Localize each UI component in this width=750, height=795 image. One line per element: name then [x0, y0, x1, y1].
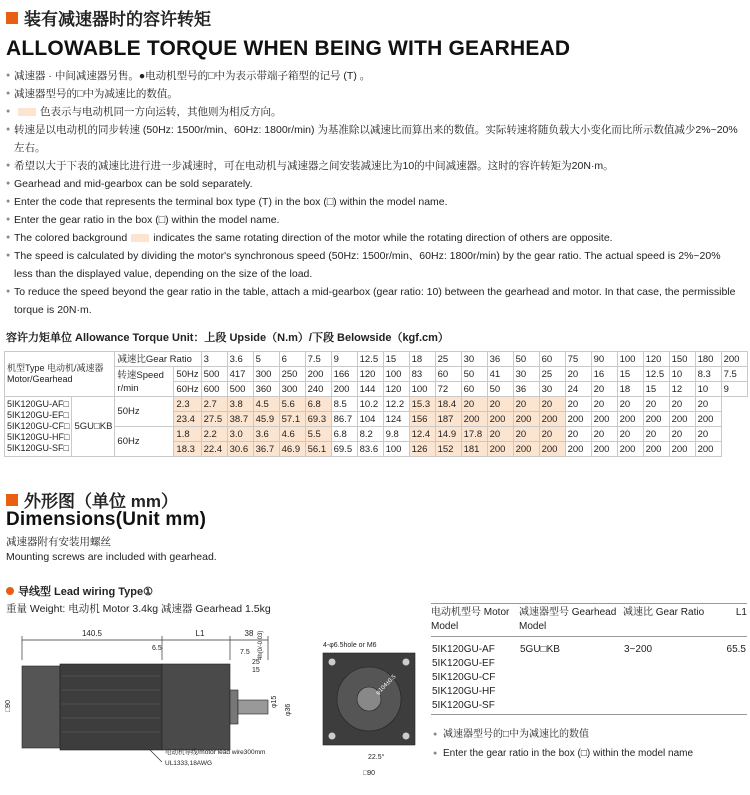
torque-cell: 200 [669, 442, 695, 457]
dim-25: 25 [252, 659, 260, 666]
lead-type-label: 导线型 Lead wiring Type① [6, 583, 153, 599]
speed60-cell: 600 [201, 382, 227, 397]
torque-cell: 3.0 [227, 427, 253, 442]
torque-cell: 20 [617, 397, 643, 412]
torque-cell: 56.1 [305, 442, 331, 457]
torque-cell: 20 [513, 427, 539, 442]
output-shaft [238, 700, 268, 714]
section-torque-heading [6, 5, 211, 30]
torque-cell: 20 [617, 427, 643, 442]
speed50-cell: 41 [487, 367, 513, 382]
torque-cell: 200 [669, 412, 695, 427]
speed60-cell: 300 [279, 382, 305, 397]
torque-cell: 2.7 [201, 397, 227, 412]
ratio-header-cell: 7.5 [305, 352, 331, 367]
table-title: 容许力矩单位 Allowance Torque Unit：上段 Upside（N.m）/下段 Belowside（kgf.cm） [6, 332, 449, 344]
torque-cell: 20 [487, 427, 513, 442]
torque-cell: 20 [539, 397, 565, 412]
torque-cell: 30.6 [227, 442, 253, 457]
ratio-header-cell: 15 [383, 352, 409, 367]
speed60-cell: 120 [383, 382, 409, 397]
col-l1: L1 [723, 604, 747, 637]
angle-label: 22.5° [368, 754, 385, 761]
gearhead-body [162, 664, 230, 750]
ratio-header-cell: 100 [617, 352, 643, 367]
torque-cell: 20 [591, 427, 617, 442]
torque-cell: 20 [695, 397, 721, 412]
torque-cell: 3.8 [227, 397, 253, 412]
orange-dot-icon [6, 587, 14, 595]
highlight-swatch [131, 234, 149, 242]
torque-cell: 200 [695, 412, 721, 427]
speed50-cell: 120 [357, 367, 383, 382]
torque-cell: 181 [461, 442, 487, 457]
dim-15: 15 [252, 667, 260, 674]
speed50-cell: 250 [279, 367, 305, 382]
torque-cell: 1.8 [174, 427, 201, 442]
ratio-header-cell: 25 [435, 352, 461, 367]
torque-cell: 200 [513, 412, 539, 427]
speed60-cell: 36 [513, 382, 539, 397]
dim-36: φ36 [285, 703, 292, 716]
speed50-cell: 417 [227, 367, 253, 382]
gear-ratio-range: 3~200 [623, 637, 723, 715]
speed50-cell: 30 [513, 367, 539, 382]
torque-cell: 187 [435, 412, 461, 427]
dim-l1: L1 [195, 629, 205, 638]
model-spec-table [431, 603, 747, 715]
speed50-cell: 16 [591, 367, 617, 382]
torque-cell: 20 [591, 397, 617, 412]
footer-note-en: ● Enter the gear ratio in the box (□) within the model name [433, 744, 693, 763]
torque-cell: 5.5 [305, 427, 331, 442]
torque-cell: 69.5 [331, 442, 357, 457]
l1-value: 65.5 [723, 637, 747, 715]
gearhead-boss [230, 690, 238, 724]
torque-cell: 20 [643, 427, 669, 442]
note-en-2: ● Enter the code that represents the terminal box type (T) in the box (□) within the model name. [6, 193, 742, 211]
torque-cell: 200 [643, 412, 669, 427]
note-en-1: ● Gearhead and mid-gearbox can be sold separately. [6, 175, 742, 193]
torque-cell: 200 [565, 412, 591, 427]
front-view-drawing [318, 635, 428, 785]
table-row [5, 427, 748, 442]
hz50-cell: 50Hz [174, 367, 201, 382]
torque-cell: 36.7 [253, 442, 279, 457]
torque-cell: 6.8 [305, 397, 331, 412]
ul-label: UL1333,18AWG [165, 760, 213, 767]
torque-table [4, 351, 748, 457]
speed60-cell: 18 [617, 382, 643, 397]
torque-cell: 3.6 [253, 427, 279, 442]
lead-label: 电动机导线/motor lead wire300mm [165, 749, 266, 756]
speed50-cell: 8.3 [695, 367, 721, 382]
speed60-cell: 15 [643, 382, 669, 397]
torque-cell: 100 [383, 442, 409, 457]
torque-cell: 4.5 [253, 397, 279, 412]
title-cn: 装有减速器时的容许转矩 [24, 10, 211, 29]
torque-cell: 156 [409, 412, 435, 427]
weight-text: 重量 Weight: 电动机 Motor 3.4kg 减速器 Gearhead 1.5kg [6, 603, 271, 615]
ratio-header-cell: 200 [721, 352, 747, 367]
torque-cell: 20 [487, 397, 513, 412]
ratio-header-cell: 3 [201, 352, 227, 367]
hz60-cell: 60Hz [115, 427, 174, 457]
col-gear-ratio: 减速比 Gear Ratio [623, 604, 723, 637]
torque-cell: 46.9 [279, 442, 305, 457]
ratio-header-cell: 180 [695, 352, 721, 367]
motor-model-list: 5IK120GU-AF 5IK120GU-EF 5IK120GU-CF 5IK120GU-HF 5IK120GU-SF [431, 637, 519, 715]
hz50-cell: 50Hz [115, 397, 174, 427]
ratio-header-cell: 3.6 [227, 352, 253, 367]
dim-sub-cn: 减速器附有安装用螺丝 [6, 536, 111, 548]
table-row [5, 397, 748, 412]
torque-cell: 200 [487, 442, 513, 457]
ratio-header-cell: 75 [565, 352, 591, 367]
torque-cell: 104 [357, 412, 383, 427]
torque-cell: 152 [435, 442, 461, 457]
dim-38: 38 [244, 629, 254, 638]
speed50-cell: 500 [201, 367, 227, 382]
dim-140-5: 140.5 [81, 629, 103, 638]
ratio-header-cell: 36 [487, 352, 513, 367]
speed50-cell: 200 [305, 367, 331, 382]
hole-label: 4-φ6.5hole or M6 [323, 642, 377, 649]
gear-ratio-label: 减速比Gear Ratio [115, 352, 201, 367]
speed50-cell: 166 [331, 367, 357, 382]
speed50-cell: 300 [253, 367, 279, 382]
note-cn-5: ● 希望以大于下表的减速比进行进一步减速时，可在电动机与减速器之间安装减速比为10的中间减速器。这时的容许转矩为20N·m。 [6, 157, 742, 175]
dim-title-en: Dimensions(Unit mm) [6, 509, 207, 530]
orange-square-icon [6, 494, 18, 506]
pcd-label: φ104±0.5 [375, 674, 398, 697]
torque-cell: 200 [695, 442, 721, 457]
dim-6-5: 6.5 [152, 645, 162, 652]
table-row [5, 367, 748, 382]
torque-cell: 69.3 [305, 412, 331, 427]
torque-cell: 200 [565, 442, 591, 457]
torque-cell: 20 [513, 397, 539, 412]
speed60-cell: 20 [591, 382, 617, 397]
torque-cell: 45.9 [253, 412, 279, 427]
speed60-cell: 72 [435, 382, 461, 397]
gearhead-cell: 5GU□KB [72, 397, 115, 457]
torque-cell: 57.1 [279, 412, 305, 427]
col-motor-model: 电动机型号 Motor Model [431, 604, 519, 637]
speed50-cell: 100 [383, 367, 409, 382]
speed60-cell: 10 [695, 382, 721, 397]
torque-cell: 38.7 [227, 412, 253, 427]
torque-cell: 12.4 [409, 427, 435, 442]
torque-cell: 200 [513, 442, 539, 457]
torque-cell: 10.2 [357, 397, 383, 412]
gearhead-model: 5GU□KB [519, 637, 623, 715]
note-cn-2: ● 减速器型号的□中为减速比的数值。 [6, 85, 742, 103]
torque-cell: 200 [461, 412, 487, 427]
note-en-4: ● The colored background indicates the same rotating direction of the motor while the rotating direction of others are opposite. [6, 229, 742, 247]
title-en: ALLOWABLE TORQUE WHEN BEING WITH GEARHEAD [6, 37, 571, 60]
torque-cell: 8.5 [331, 397, 357, 412]
torque-cell: 18.4 [435, 397, 461, 412]
motor-endcap [22, 666, 60, 748]
ratio-header-cell: 18 [409, 352, 435, 367]
speed60-cell: 60 [461, 382, 487, 397]
speed50-cell: 20 [565, 367, 591, 382]
ratio-header-cell: 9 [331, 352, 357, 367]
torque-cell: 126 [409, 442, 435, 457]
torque-cell: 20 [643, 397, 669, 412]
speed60-cell: 360 [253, 382, 279, 397]
ratio-header-cell: 120 [643, 352, 669, 367]
torque-cell: 20 [461, 397, 487, 412]
note-cn-4: ● 转速是以电动机的同步转速 (50Hz: 1500r/min、60Hz: 1800r/min) 为基准除以减速比而算出来的数值。实际转速将随负载大小变化而比所示数值减少2%~20%左右。 [6, 121, 742, 157]
orange-square-icon [6, 12, 18, 24]
speed50-cell: 15 [617, 367, 643, 382]
torque-cell: 124 [383, 412, 409, 427]
torque-cell: 17.8 [461, 427, 487, 442]
col-gearhead-model: 减速器型号 Gearhead Model [519, 604, 623, 637]
speed50-cell: 25 [539, 367, 565, 382]
torque-cell: 23.4 [174, 412, 201, 427]
torque-cell: 8.2 [357, 427, 383, 442]
torque-cell: 200 [617, 412, 643, 427]
side-view-drawing [0, 620, 300, 770]
speed50-cell: 83 [409, 367, 435, 382]
torque-cell: 200 [591, 412, 617, 427]
torque-cell: 200 [591, 442, 617, 457]
note-en-6: ● To reduce the speed beyond the gear ratio in the table, attach a mid-gearbox (gear ratio: 10) between the gearhead and motor. In that case, the permissible torque is 20N·m. [6, 283, 742, 319]
speed50-cell: 50 [461, 367, 487, 382]
torque-cell: 9.8 [383, 427, 409, 442]
ratio-header-cell: 150 [669, 352, 695, 367]
dim-7-5: 7.5 [240, 649, 250, 656]
ratio-header-cell: 30 [461, 352, 487, 367]
speed60-cell: 240 [305, 382, 331, 397]
speed60-cell: 200 [331, 382, 357, 397]
footer-notes [433, 725, 693, 763]
speed60-cell: 500 [227, 382, 253, 397]
speed50-cell: 60 [435, 367, 461, 382]
speed50-cell: 7.5 [721, 367, 747, 382]
motor-models-cell: 5IK120GU-AF□ 5IK120GU-EF□ 5IK120GU-CF□ 5IK120GU-HF□ 5IK120GU-SF□ [5, 397, 72, 457]
speed60-cell: 144 [357, 382, 383, 397]
torque-cell: 20 [669, 427, 695, 442]
torque-cell: 22.4 [201, 442, 227, 457]
speed60-cell: 12 [669, 382, 695, 397]
footer-note-cn: ● 减速器型号的□中为减速比的数值 [433, 725, 693, 744]
speed60-cell: 100 [409, 382, 435, 397]
note-cn-1: ● 减速器 · 中间减速器另售。●电动机型号的□中为表示带端子箱型的记号 (T) 。 [6, 67, 742, 85]
highlight-swatch [18, 108, 36, 116]
torque-cell: 200 [617, 442, 643, 457]
note-en-3: ● Enter the gear ratio in the box (□) within the model name. [6, 211, 742, 229]
torque-cell: 2.2 [201, 427, 227, 442]
torque-cell: 200 [643, 442, 669, 457]
torque-cell: 86.7 [331, 412, 357, 427]
torque-cell: 200 [487, 412, 513, 427]
ratio-header-cell: 60 [539, 352, 565, 367]
ratio-header-cell: 5 [253, 352, 279, 367]
speed50-cell: 10 [669, 367, 695, 382]
torque-cell: 20 [669, 397, 695, 412]
dim-90-side: □90 [5, 699, 12, 712]
speed60-cell: 30 [539, 382, 565, 397]
torque-cell: 20 [565, 397, 591, 412]
torque-cell: 14.9 [435, 427, 461, 442]
ratio-header-cell: 6 [279, 352, 305, 367]
speed60-cell: 24 [565, 382, 591, 397]
dim-sub-en: Mounting screws are included with gearhead. [6, 551, 217, 563]
dim-90-bottom: □90 [363, 770, 376, 777]
torque-cell: 12.2 [383, 397, 409, 412]
dim-shaft: φ15 [271, 695, 278, 708]
table-row [5, 352, 748, 367]
torque-cell: 20 [695, 427, 721, 442]
torque-cell: 4.6 [279, 427, 305, 442]
motor-body [60, 664, 162, 750]
torque-cell: 20 [565, 427, 591, 442]
ratio-header-cell: 12.5 [357, 352, 383, 367]
torque-cell: 200 [539, 442, 565, 457]
torque-cell: 15.3 [409, 397, 435, 412]
header-model-cell: 机型Type 电动机/减速器 Motor/Gearhead [5, 352, 115, 397]
speed60-cell: 9 [721, 382, 747, 397]
ratio-header-cell: 90 [591, 352, 617, 367]
torque-cell: 27.5 [201, 412, 227, 427]
hz60-cell: 60Hz [174, 382, 201, 397]
dim-key: 4h(0/-0.03) [258, 630, 264, 660]
dim-title-cn: 外形图（单位 mm） [24, 492, 178, 511]
note-cn-3: ● 色表示与电动机同一方向运转，其他则为相反方向。 [6, 103, 742, 121]
torque-cell: 2.3 [174, 397, 201, 412]
torque-cell: 5.6 [279, 397, 305, 412]
torque-cell: 83.6 [357, 442, 383, 457]
speed50-cell: 12.5 [643, 367, 669, 382]
speed-label-cell: 转速Speed r/min [115, 367, 174, 397]
notes-list [6, 67, 742, 319]
speed60-cell: 50 [487, 382, 513, 397]
ratio-header-cell: 50 [513, 352, 539, 367]
torque-cell: 200 [539, 412, 565, 427]
torque-cell: 20 [539, 427, 565, 442]
torque-cell: 18.3 [174, 442, 201, 457]
torque-cell: 6.8 [331, 427, 357, 442]
note-en-5: ● The speed is calculated by dividing the motor's synchronous speed (50Hz: 1500r/min、60Hz: 1800r/min) by the gear ratio. The actual speed is 2%~20% less than the displayed value, depending on the size of the load. [6, 247, 742, 283]
